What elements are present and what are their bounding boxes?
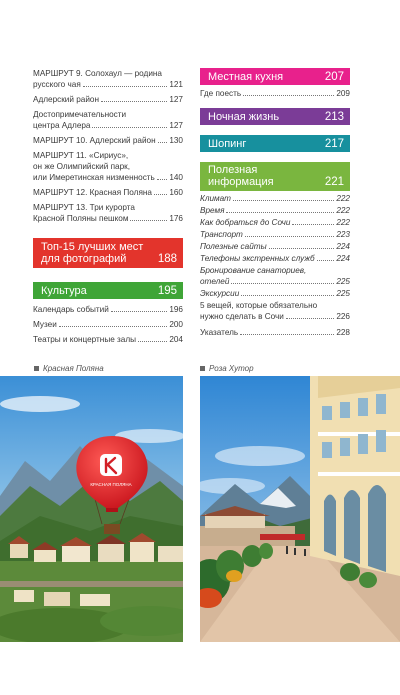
- toc-leader-dots: [59, 326, 168, 327]
- toc-leader-dots: [154, 194, 167, 195]
- section-shopping-label: Шопинг: [208, 137, 247, 150]
- caption-square-icon: [200, 366, 205, 371]
- toc-leader-dots: [292, 224, 334, 225]
- toc-entry[interactable]: [200, 205, 350, 216]
- toc-entry-page: 222: [336, 206, 350, 215]
- toc-list-kitchen: [200, 88, 350, 99]
- toc-entry-page: 222: [336, 218, 350, 227]
- toc-entry-page: 224: [336, 242, 350, 251]
- toc-entry-page: 196: [169, 305, 183, 314]
- toc-entry-title-line: Полезные сайты: [200, 242, 267, 251]
- toc-leader-dots: [83, 86, 168, 87]
- toc-entry-title-line: Календарь событий: [33, 305, 109, 314]
- toc-entry-title-line: 5 вещей, которые обязательно: [200, 301, 318, 310]
- toc-entry[interactable]: [200, 327, 350, 338]
- toc-entry-page: 140: [169, 173, 183, 182]
- toc-entry[interactable]: [200, 88, 350, 99]
- toc-leader-dots: [233, 200, 334, 201]
- toc-right-column: [200, 68, 350, 342]
- toc-entry-page: 176: [169, 214, 183, 223]
- toc-entry-title-line: Климат: [200, 194, 231, 203]
- toc-leader-dots: [130, 220, 167, 221]
- section-useful-page: 221: [324, 176, 344, 188]
- section-shopping[interactable]: [200, 135, 350, 152]
- toc-entry-page: 226: [336, 312, 350, 321]
- section-top15[interactable]: [33, 238, 183, 268]
- toc-leader-dots: [243, 95, 334, 96]
- toc-leader-dots: [231, 283, 334, 284]
- section-culture-page: 195: [157, 284, 177, 297]
- toc-entry[interactable]: [33, 304, 183, 315]
- toc-entry-title-line: Достопримечательности: [33, 110, 127, 119]
- photo-krasnaya-polyana: [0, 376, 183, 642]
- toc-leader-dots: [269, 248, 335, 249]
- toc-entry-page: 209: [336, 89, 350, 98]
- toc-leader-dots: [286, 318, 334, 319]
- toc-entry-title-line: Как добраться до Сочи: [200, 218, 291, 227]
- section-useful[interactable]: [200, 162, 350, 191]
- section-kitchen-page: 207: [324, 70, 344, 83]
- toc-entry[interactable]: [33, 150, 183, 183]
- section-top15-line2: для фотографий: [41, 253, 127, 265]
- toc-entry-title-line: Красной Поляны пешком: [33, 214, 129, 223]
- toc-entry[interactable]: [200, 217, 350, 228]
- toc-leader-dots: [158, 142, 168, 143]
- toc-entry-title-line: Музеи: [33, 320, 57, 329]
- section-nightlife[interactable]: [200, 108, 350, 125]
- toc-entry-title-line: Транспорт: [200, 230, 243, 239]
- section-culture[interactable]: [33, 282, 183, 299]
- caption-square-icon: [34, 366, 39, 371]
- photo-rosa-khutor: [200, 376, 400, 642]
- section-useful-line1: Полезная: [208, 164, 258, 176]
- toc-entry[interactable]: [200, 300, 350, 322]
- toc-leader-dots: [101, 101, 167, 102]
- toc-entry[interactable]: [200, 253, 350, 264]
- toc-entry-title-line: Время: [200, 206, 225, 215]
- toc-leader-dots: [157, 179, 168, 180]
- toc-entry-title-line: МАРШРУТ 9. Солохаул — родина: [33, 69, 162, 78]
- toc-list-five-things: [200, 300, 350, 322]
- photo-caption-right: [200, 364, 254, 373]
- section-kitchen-label: Местная кухня: [208, 70, 284, 83]
- toc-entry-title-line: МАРШРУТ 13. Три курорта: [33, 203, 135, 212]
- toc-list-culture: [33, 304, 183, 345]
- toc-leader-dots: [245, 236, 334, 237]
- toc-leader-dots: [111, 311, 168, 312]
- toc-entry-title-line: центра Адлера: [33, 121, 91, 130]
- toc-entry-title-line: нужно сделать в Сочи: [200, 312, 284, 321]
- toc-entry-title-line: МАРШРУТ 11. «Сириус»,: [33, 151, 129, 160]
- toc-entry[interactable]: [33, 135, 183, 146]
- toc-entry-title-line: Где поесть: [200, 89, 242, 98]
- photo-caption-right-text: Роза Хутор: [209, 364, 254, 373]
- toc-entry[interactable]: [200, 265, 350, 287]
- toc-entry-page: 223: [336, 230, 350, 239]
- section-culture-label: Культура: [41, 284, 87, 297]
- toc-entry[interactable]: [33, 187, 183, 198]
- toc-entry-title-line: МАРШРУТ 12. Красная Поляна: [33, 188, 152, 197]
- toc-entry-page: 121: [169, 80, 183, 89]
- section-kitchen[interactable]: [200, 68, 350, 85]
- toc-leader-dots: [241, 295, 334, 296]
- toc-entry-title-line: русского чая: [33, 80, 81, 89]
- section-top15-page: 188: [157, 253, 177, 265]
- toc-entry-page: 228: [336, 328, 350, 337]
- toc-left-column: [33, 68, 183, 349]
- toc-entry-title-line: или Имеретинская низменность: [33, 173, 155, 182]
- toc-entry-page: 225: [336, 277, 350, 286]
- photo-caption-left: [34, 364, 104, 373]
- toc-entry-title-line: Телефоны экстренных служб: [200, 254, 315, 263]
- toc-entry-title-line: Адлерский район: [33, 95, 99, 104]
- toc-entry[interactable]: [33, 202, 183, 224]
- toc-entry-title-line: Экскурсии: [200, 289, 240, 298]
- toc-entry-title-line: отелей: [200, 277, 230, 286]
- toc-list-useful: [200, 193, 350, 299]
- toc-entry[interactable]: [200, 241, 350, 252]
- section-top15-line1: Топ-15 лучших мест: [41, 241, 144, 253]
- toc-leader-dots: [317, 260, 335, 261]
- toc-entry[interactable]: [200, 229, 350, 240]
- toc-entry-title-line: Указатель: [200, 328, 239, 337]
- toc-entry[interactable]: [33, 319, 183, 330]
- section-useful-line2: информация: [208, 176, 274, 188]
- toc-entry[interactable]: [33, 109, 183, 131]
- toc-entry-page: 130: [169, 136, 183, 145]
- photo-caption-left-text: Красная Поляна: [43, 364, 104, 373]
- toc-leader-dots: [138, 341, 167, 342]
- toc-entry-page: 160: [169, 188, 183, 197]
- toc-entry[interactable]: [33, 334, 183, 345]
- toc-entry-title-line: Театры и концертные залы: [33, 335, 137, 344]
- toc-entry-page: 222: [336, 194, 350, 203]
- toc-list-routes: [33, 68, 183, 224]
- toc-entry-title-line: Бронирование санаториев,: [200, 266, 307, 275]
- balloon-brand-text: КРАСНАЯ ПОЛЯНА: [90, 482, 132, 487]
- toc-entry-title-line: МАРШРУТ 10. Адлерский район: [33, 136, 156, 145]
- toc-leader-dots: [240, 334, 334, 335]
- toc-entry-title-line: он же Олимпийский парк,: [33, 162, 130, 171]
- section-nightlife-page: 213: [324, 110, 344, 123]
- toc-list-index: [200, 327, 350, 338]
- section-shopping-page: 217: [324, 137, 344, 150]
- toc-entry[interactable]: [33, 68, 183, 90]
- toc-entry-page: 127: [169, 121, 183, 130]
- toc-entry-page: 200: [169, 320, 183, 329]
- toc-entry[interactable]: [200, 288, 350, 299]
- toc-leader-dots: [226, 212, 334, 213]
- toc-leader-dots: [92, 127, 167, 128]
- toc-entry-page: 225: [336, 289, 350, 298]
- section-nightlife-label: Ночная жизнь: [208, 110, 280, 123]
- toc-entry[interactable]: [200, 193, 350, 204]
- toc-entry-page: 127: [169, 95, 183, 104]
- toc-entry-page: 204: [169, 335, 183, 344]
- toc-entry[interactable]: [33, 94, 183, 105]
- toc-entry-page: 224: [336, 254, 350, 263]
